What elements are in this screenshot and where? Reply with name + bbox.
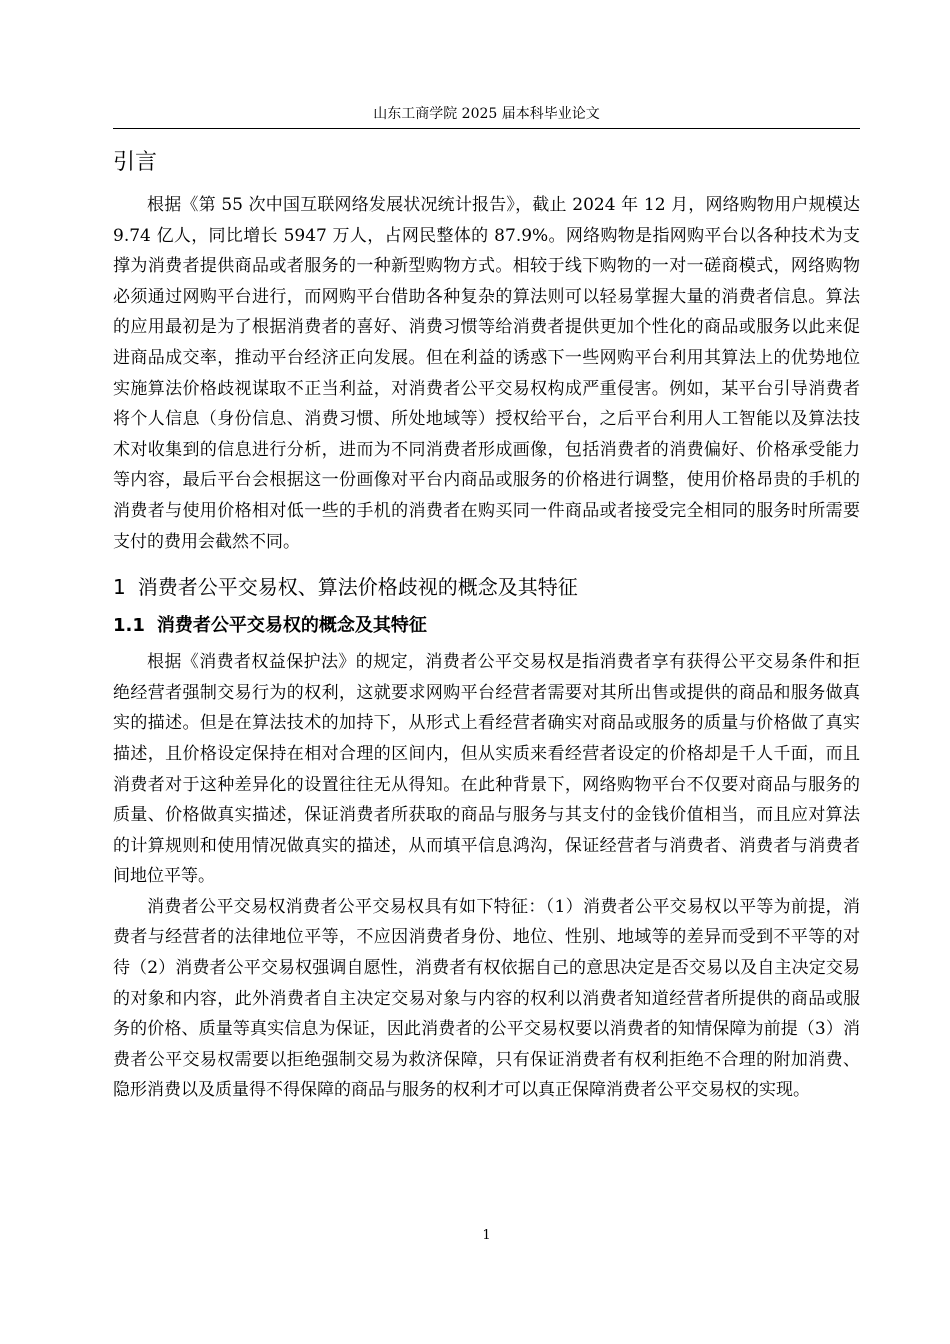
- intro-paragraph: 根据《第 55 次中国互联网络发展状况统计报告》，截止 2024 年 12 月，网络购物用户规模达 9.74 亿人，同比增长 5947 万人，占网民整体的 87.9%。网络购物是指网购平台以各种技术为支撑为消费者提供商品或者服务的一种新型购物方式。相较于线下购物的一对一磋商模式，网络购物必须通过网购平台进行，而网购平台借助各种复杂的算法则可以轻易掌握大量的消费者信息。算法的应用最初是为了根据消费者的喜好、消费习惯等给消费者提供更加个性化的商品或服务以此来促进商品成交率，推动平台经济正向发展。但在利益的诱惑下一些网购平台利用其算法上的优势地位实施算法价格歧视谋取不正当利益，对消费者公平交易权构成严重侵害。例如，某平台引导消费者将个人信息（身份信息、消费习惯、所处地域等）授权给平台，之后平台利用人工智能以及算法技术对收集到的信息进行分析，进而为不同消费者形成画像，包括消费者的消费偏好、价格承受能力等内容，最后平台会根据这一份画像对平台内商品或服务的价格进行调整，使用价格昂贵的手机的消费者与使用价格相对低一些的手机的消费者在购买同一件商品或者接受完全相同的服务时所需要支付的费用会截然不同。: [113, 195, 860, 552]
- page-number: 1: [482, 1228, 491, 1243]
- section-1-1-title: 消费者公平交易权的概念及其特征: [156, 615, 427, 637]
- intro-title: 引言: [113, 150, 158, 175]
- running-header: 山东工商学院 2025 届本科毕业论文: [373, 106, 600, 122]
- section-1-title: 消费者公平交易权、算法价格歧视的概念及其特征: [137, 575, 578, 600]
- section-1-1-paragraph-1: 根据《消费者权益保护法》的规定，消费者公平交易权是指消费者享有获得公平交易条件和拒绝经营者强制交易行为的权利，这就要求网购平台经营者需要对其所出售或提供的商品和服务做真实的描述。但是在算法技术的加持下，从形式上看经营者确实对商品或服务的质量与价格做了真实描述，且价格设定保持在相对合理的区间内，但从实质来看经营者设定的价格却是千人千面，而且消费者对于这种差异化的设置往往无从得知。在此种背景下，网络购物平台不仅要对商品与服务的质量、价格做真实描述，保证消费者所获取的商品与服务与其支付的金钱价值相当，而且应对算法的计算规则和使用情况做真实的描述，从而填平信息鸿沟，保证经营者与消费者、消费者与消费者间地位平等。: [113, 652, 860, 887]
- section-1-heading: [113, 571, 860, 603]
- section-1-1-heading: [113, 611, 860, 641]
- section-1-1-paragraph-2: 消费者公平交易权消费者公平交易权具有如下特征：（1）消费者公平交易权以平等为前提，消费者与经营者的法律地位平等，不应因消费者身份、地位、性别、地域等的差异而受到不平等的对待（2）消费者公平交易权强调自愿性，消费者有权依据自己的意思决定是否交易以及自主决定交易的对象和内容，此外消费者自主决定交易对象与内容的权利以消费者知道经营者所提供的商品或服务的价格、质量等真实信息为保证，因此消费者的公平交易权要以消费者的知情保障为前提（3）消费者公平交易权需要以拒绝强制交易为救济保障，只有保证消费者有权利拒绝不合理的附加消费、隐形消费以及质量得不得保障的商品与服务的权利才可以真正保障消费者公平交易权的实现。: [113, 896, 860, 1101]
- section-1-1-number: 1.1: [113, 615, 145, 637]
- page-content: [113, 146, 860, 1106]
- section-1-number: 1: [113, 575, 126, 600]
- header-rule: [113, 128, 860, 129]
